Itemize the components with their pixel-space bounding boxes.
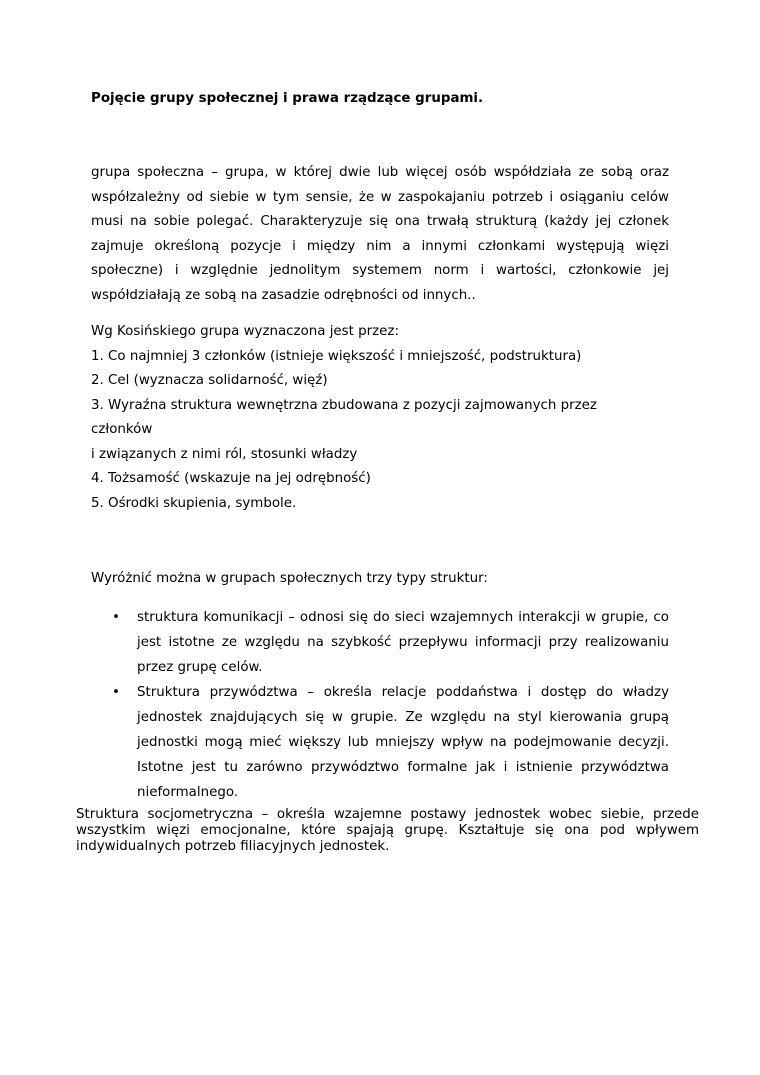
list-item: [112, 680, 669, 805]
definition-text: grupa społeczna – grupa, w której dwie lub więcej osób współdziała ze sobą oraz współzależny od siebie w tym sensie, że w zaspokajaniu potrzeb i osiąganiu celów musi na sobie polegać. Charakteryzuje się ona trwałą strukturą (każdy jej członek zajmuje określoną pozycje i między nim a innymi członkami występują więzi społeczne) i względnie jednolitym systemem norm i wartości, członkowie jej współdziałają ze sobą na zasadzie odrębności od innych..: [91, 165, 669, 303]
structures-list: [112, 605, 669, 805]
kosinski-item: 3. Wyraźna struktura wewnętrzna zbudowana z pozycji zajmowanych przez: [91, 397, 597, 413]
list-item: [112, 605, 669, 680]
kosinski-list: [91, 320, 691, 516]
kosinski-intro: Wg Kosińskiego grupa wyznaczona jest przez:: [91, 324, 399, 339]
document-title: Pojęcie grupy społecznej i prawa rządzące grupami.: [91, 91, 484, 106]
sociometric-paragraph: Struktura socjometryczna – określa wzajemne postawy jednostek wobec siebie, przede wszystkim więzi emocjonalne, które spajają grupę. Kształtuje się ona pod wpływem indywidualnych potrzeb filiacyjnych jednostek.: [76, 807, 699, 854]
kosinski-item: 1. Co najmniej 3 członków (istnieje większość i mniejszość, podstruktura): [91, 348, 582, 364]
bullet-icon: •: [112, 685, 120, 700]
definition-paragraph: [91, 161, 669, 308]
structure-communication: struktura komunikacji – odnosi się do sieci wzajemnych interakcji w grupie, co jest istotne ze względu na szybkość przepływu informacji przy realizowaniu przez grupę celów.: [137, 610, 669, 675]
kosinski-item: członków: [91, 422, 153, 437]
kosinski-item: 5. Ośrodki skupienia, symbole.: [91, 495, 297, 511]
structures-intro: Wyróżnić można w grupach społecznych trzy typy struktur:: [91, 571, 488, 586]
bullet-icon: •: [112, 610, 120, 625]
kosinski-item: 2. Cel (wyznacza solidarność, więź): [91, 373, 328, 388]
kosinski-item: i związanych z nimi ról, stosunki władzy: [91, 446, 358, 462]
kosinski-item: 4. Tożsamość (wskazuje na jej odrębność): [91, 471, 371, 486]
structure-leadership: Struktura przywództwa – określa relacje poddaństwa i dostęp do władzy jednostek znajdujących się w grupie. Ze względu na styl kierowania grupą jednostki mogą mieć większy lub mniejszy wpływ na podejmowanie decyzji. Istotne jest tu zarówno przywództwo formalne jak i istnienie przywództwa nieformalnego.: [137, 685, 669, 800]
